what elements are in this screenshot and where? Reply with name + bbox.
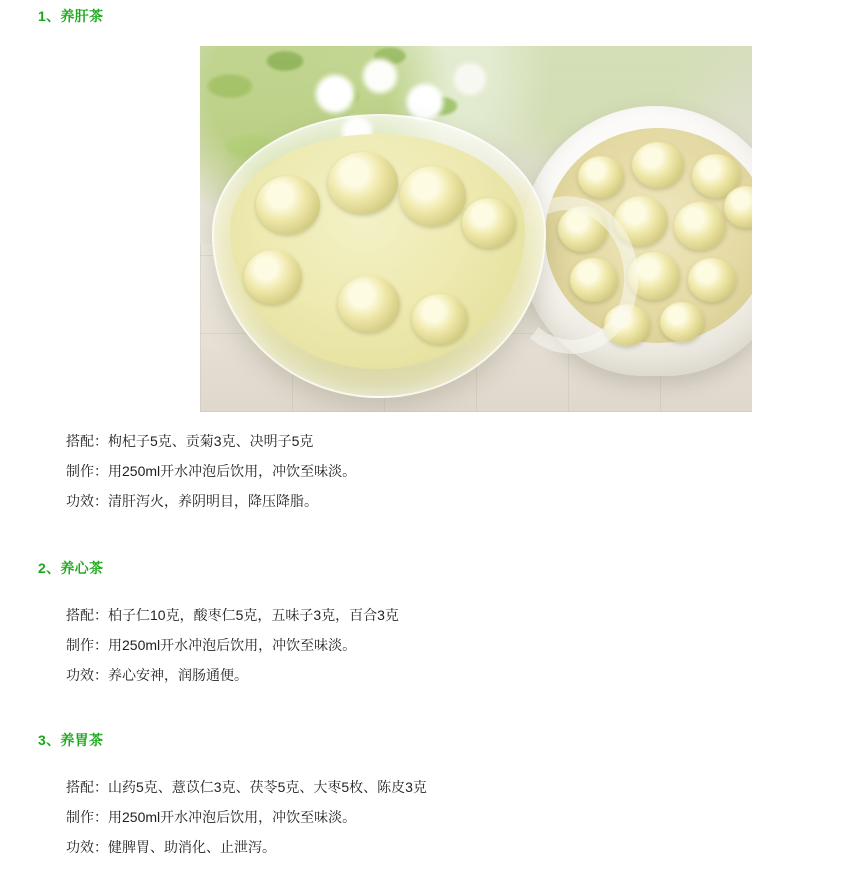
photo-floating-bud bbox=[256, 176, 320, 234]
section-heading: 2、养心茶 bbox=[38, 560, 104, 576]
detail-ingredients: 搭配：山药5克、薏苡仁3克、茯苓5克、大枣5枚、陈皮3克 bbox=[66, 779, 427, 795]
section-heading: 1、养肝茶 bbox=[38, 8, 104, 24]
section-details bbox=[0, 412, 841, 516]
section-yangxinca bbox=[0, 558, 841, 690]
detail-ingredients: 搭配：枸杞子5克、贡菊3克、决明子5克 bbox=[66, 433, 314, 449]
section-details bbox=[0, 750, 841, 862]
photo-floating-bud bbox=[462, 198, 516, 248]
photo-floating-bud bbox=[400, 166, 466, 226]
detail-preparation: 制作：用250ml开水冲泡后饮用，冲饮至味淡。 bbox=[66, 637, 357, 653]
photo-dried-bud bbox=[660, 302, 704, 342]
chrysanthemum-tea-image bbox=[200, 46, 752, 412]
photo-floating-bud bbox=[338, 276, 400, 332]
tea-photo-figure bbox=[0, 46, 841, 412]
detail-effect: 功效：清肝泻火，养阴明目，降压降脂。 bbox=[66, 493, 318, 509]
photo-dried-bud bbox=[578, 156, 624, 198]
photo-dried-bud bbox=[632, 142, 684, 188]
detail-ingredients: 搭配：柏子仁10克，酸枣仁5克，五味子3克，百合3克 bbox=[66, 607, 399, 623]
photo-floating-bud bbox=[244, 250, 302, 304]
photo-dried-bud bbox=[674, 202, 726, 250]
section-details bbox=[0, 578, 841, 690]
photo-floating-bud bbox=[328, 152, 398, 214]
detail-preparation: 制作：用250ml开水冲泡后饮用，冲饮至味淡。 bbox=[66, 809, 357, 825]
detail-effect: 功效：健脾胃、助消化、止泄泻。 bbox=[66, 839, 276, 855]
section-heading: 3、养胃茶 bbox=[38, 732, 104, 748]
section-yangweica bbox=[0, 730, 841, 862]
photo-dried-bud bbox=[688, 258, 736, 302]
detail-effect: 功效：养心安神，润肠通便。 bbox=[66, 667, 248, 683]
photo-floating-bud bbox=[412, 294, 468, 344]
detail-preparation: 制作：用250ml开水冲泡后饮用，冲饮至味淡。 bbox=[66, 463, 357, 479]
